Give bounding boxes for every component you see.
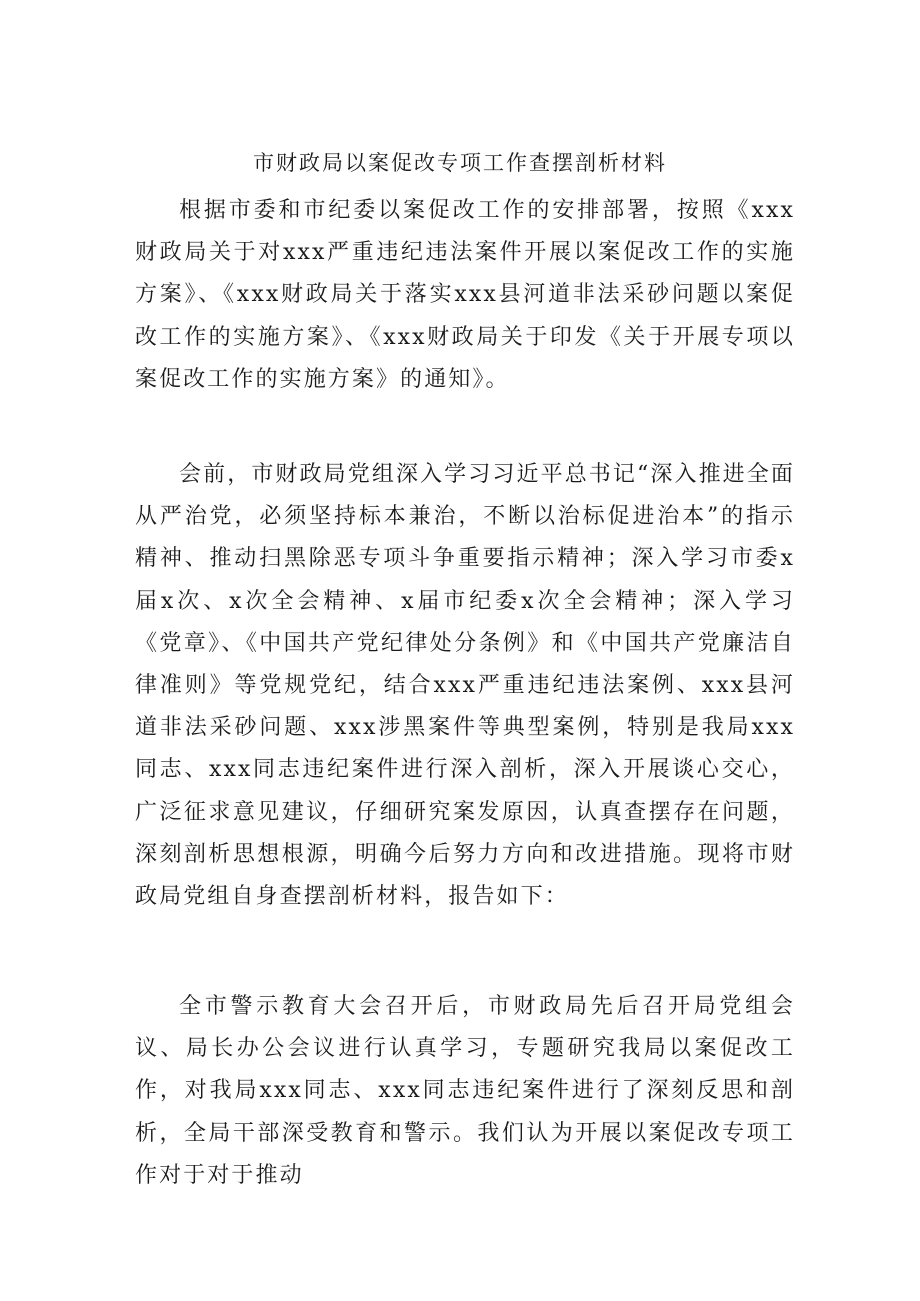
- paragraph-warning-education: 全市警示教育大会召开后，市财政局先后召开局党组会议、局长办公会议进行认真学习，专题研究我局以案促改工作，对我局xxx同志、xxx同志违纪案件进行了深刻反思和剖析，全局干部深受教育和警示。我们认为开展以案促改专项工作对于对于推动: [135, 994, 795, 1188]
- document-title: 市财政局以案促改专项工作查摆剖析材料: [253, 151, 667, 175]
- paragraph-intro: 根据市委和市纪委以案促改工作的安排部署，按照《xxx财政局关于对xxx严重违纪违法案件开展以案促改工作的实施方案》、《xxx财政局关于落实xxx县河道非法采砂问题以案促改工作的实施方案》、《xxx财政局关于印发《关于开展专项以案促改工作的实施方案》的通知》。: [135, 198, 795, 392]
- paragraph-preparation: 会前，市财政局党组深入学习习近平总书记“深入推进全面从严治党，必须坚持标本兼治，不断以治标促进治本”的指示精神、推动扫黑除恶专项斗争重要指示精神；深入学习市委x届x次、x次全会精神、x届市纪委x次全会精神；深入学习《党章》、《中国共产党纪律处分条例》和《中国共产党廉洁自律准则》等党规党纪，结合xxx严重违纪违法案例、xxx县河道非法采砂问题、xxx涉黑案件等典型案例，特别是我局xxx同志、xxx同志违纪案件进行深入剖析，深入开展谈心交心，广泛征求意见建议，仔细研究案发原因，认真查摆存在问题，深刻剖析思想根源，明确今后努力方向和改进措施。现将市财政局党组自身查摆剖析材料，报告如下：: [135, 462, 795, 910]
